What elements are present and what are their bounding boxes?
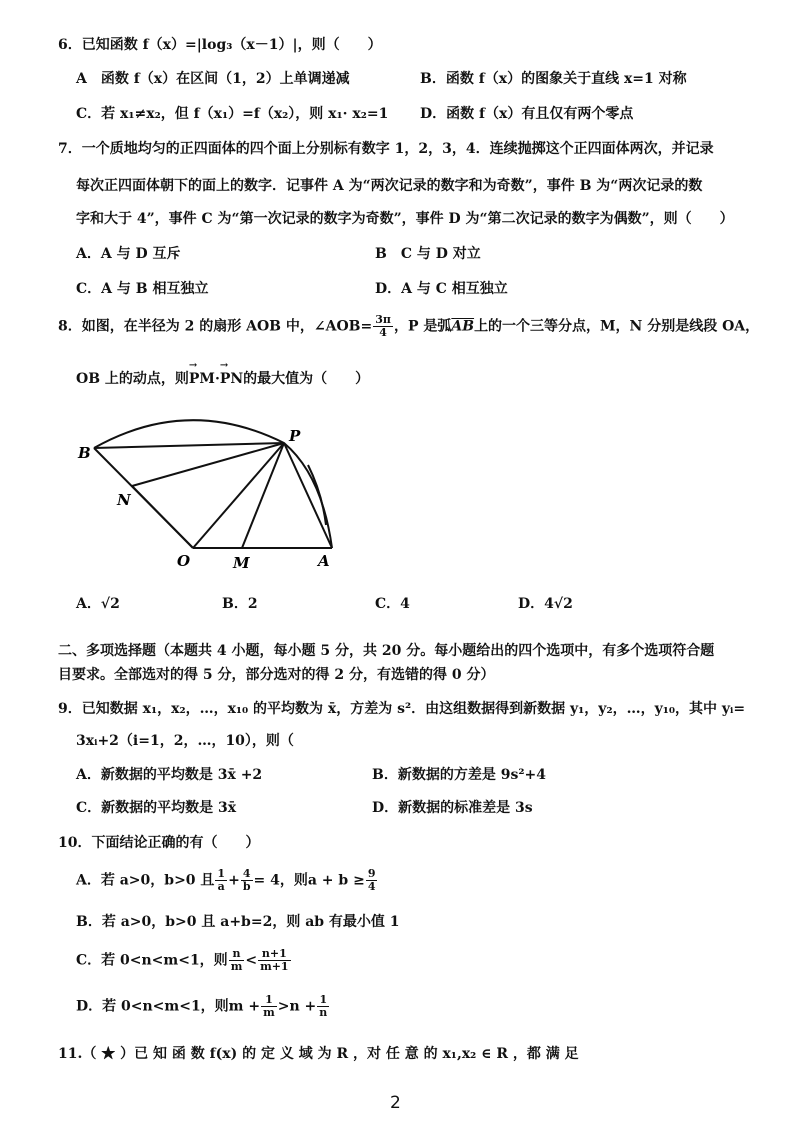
label-m: M — [233, 554, 250, 572]
q10-option-b: B．若 a>0，b>0 且 a+b=2，则 ab 有最小值 1 — [76, 914, 400, 930]
segment-pn — [132, 443, 284, 486]
vector-pn: → PN — [220, 371, 243, 387]
q8-option-d: D．4√2 — [518, 596, 573, 612]
q9-option-b: B．新数据的方差是 9s²+4 — [372, 767, 546, 783]
q7-option-d: D．A 与 C 相互独立 — [375, 281, 508, 297]
q6-option-a: A 函数 f（x）在区间（1，2）上单调递减 — [76, 71, 350, 87]
q7-stem-line3: 字和大于 4”，事件 C 为“第一次记录的数字为奇数”，事件 D 为“第二次记录的数字为偶数”，则（ ） — [76, 211, 734, 227]
q9-option-d: D．新数据的标准差是 3s — [372, 800, 533, 816]
page-number: 2 — [390, 1093, 401, 1113]
q9-stem-line1: 9．已知数据 x₁，x₂，…，x₁₀ 的平均数为 x̄，方差为 s²．由这组数据得到新数据 y₁，y₂，…，y₁₀，其中 yᵢ= — [58, 701, 746, 717]
segment-n-o — [132, 486, 193, 548]
arc-ab: $\overline{AB}$ — [451, 318, 475, 335]
q6-option-d: D．函数 f（x）有且仅有两个零点 — [420, 106, 634, 122]
q7-stem-line2: 每次正四面体朝下的面上的数字．记事件 A 为“两次记录的数字和为奇数”，事件 B 为“两次记录的数 — [76, 178, 703, 194]
segment-pa — [284, 443, 332, 548]
label-n: N — [117, 491, 131, 509]
q7-stem-line1: 7．一个质地均匀的正四面体的四个面上分别标有数字 1，2，3，4．连续抛掷这个正四面体两次，并记录 — [58, 141, 714, 157]
label-a: A — [318, 552, 330, 570]
q8-stem-line2: OB 上的动点，则→ PM·→ PN的最大值为（ ） — [76, 368, 369, 388]
q7-option-a: A．A 与 D 互斥 — [76, 246, 181, 262]
q7-option-c: C．A 与 B 相互独立 — [76, 281, 209, 297]
label-o: O — [177, 552, 191, 570]
angle-fraction: $\frac{3\pi}{4}$ — [375, 313, 391, 339]
q10-stem: 10．下面结论正确的有（ ） — [58, 835, 260, 851]
q7-option-b: B C 与 D 对立 — [375, 246, 481, 262]
q8-option-c: C．4 — [375, 596, 410, 612]
q10-option-c: C．若 0<n<m<1，则 $\frac{n}{m}$ < $\frac{n+1}{m+1}$ — [76, 947, 289, 973]
section2-heading-line2: 目要求。全部选对的得 5 分，部分选对的得 2 分，有选错的得 0 分） — [58, 667, 495, 683]
q6-option-b: B．函数 f（x）的图象关于直线 x=1 对称 — [420, 71, 687, 87]
label-p: P — [289, 427, 301, 445]
segment-po — [193, 443, 284, 548]
q11-stem-line1: 11.（ ★ ）已 知 函 数 f(x) 的 定 义 域 为 R ，对 任 意 的 x₁,x₂ ∈ R ，都 满 足 — [58, 1046, 579, 1062]
section2-heading-line1: 二、多项选择题（本题共 4 小题，每小题 5 分，共 20 分。每小题给出的四个选项中，有多个选项符合题 — [58, 643, 715, 659]
sector-figure — [70, 405, 370, 580]
q9-stem-line2: 3xᵢ+2（i=1，2，…，10），则（ — [76, 733, 294, 749]
q6-stem: 6．已知函数 f（x）=|log₃（x－1）|，则（ ） — [58, 37, 382, 53]
q8-option-b: B．2 — [222, 596, 258, 612]
q10-option-d: D．若 0<n<m<1，则m + $\frac{1}{m}$ >n + $\frac{1}{n}$ — [76, 993, 328, 1019]
segment-pm — [242, 443, 284, 548]
vector-pm: → PM — [189, 371, 215, 387]
segment-bp — [94, 443, 284, 448]
q10-option-a: A．若 a>0，b>0 且 $\frac{1}{a}$ + $\frac{4}{b}$ = 4，则a + b ≥ $\frac{9}{4}$ — [76, 867, 376, 893]
q9-option-c: C．新数据的平均数是 3x̄ — [76, 800, 237, 816]
q6-option-c: C．若 x₁≠x₂，但 f（x₁）=f（x₂），则 x₁· x₂=1 — [76, 106, 389, 122]
q8-stem-line1: 8．如图，在半径为 2 的扇形 AOB 中，∠AOB= $\frac{3\pi}{4}$ ，P 是弧$\overline{AB}$上的一个三等分点，M，N 分别是线段 OA， — [58, 313, 760, 339]
q8-option-a: A．√2 — [76, 596, 120, 612]
q9-option-a: A．新数据的平均数是 3x̄ +2 — [76, 767, 263, 783]
label-b: B — [78, 444, 91, 462]
